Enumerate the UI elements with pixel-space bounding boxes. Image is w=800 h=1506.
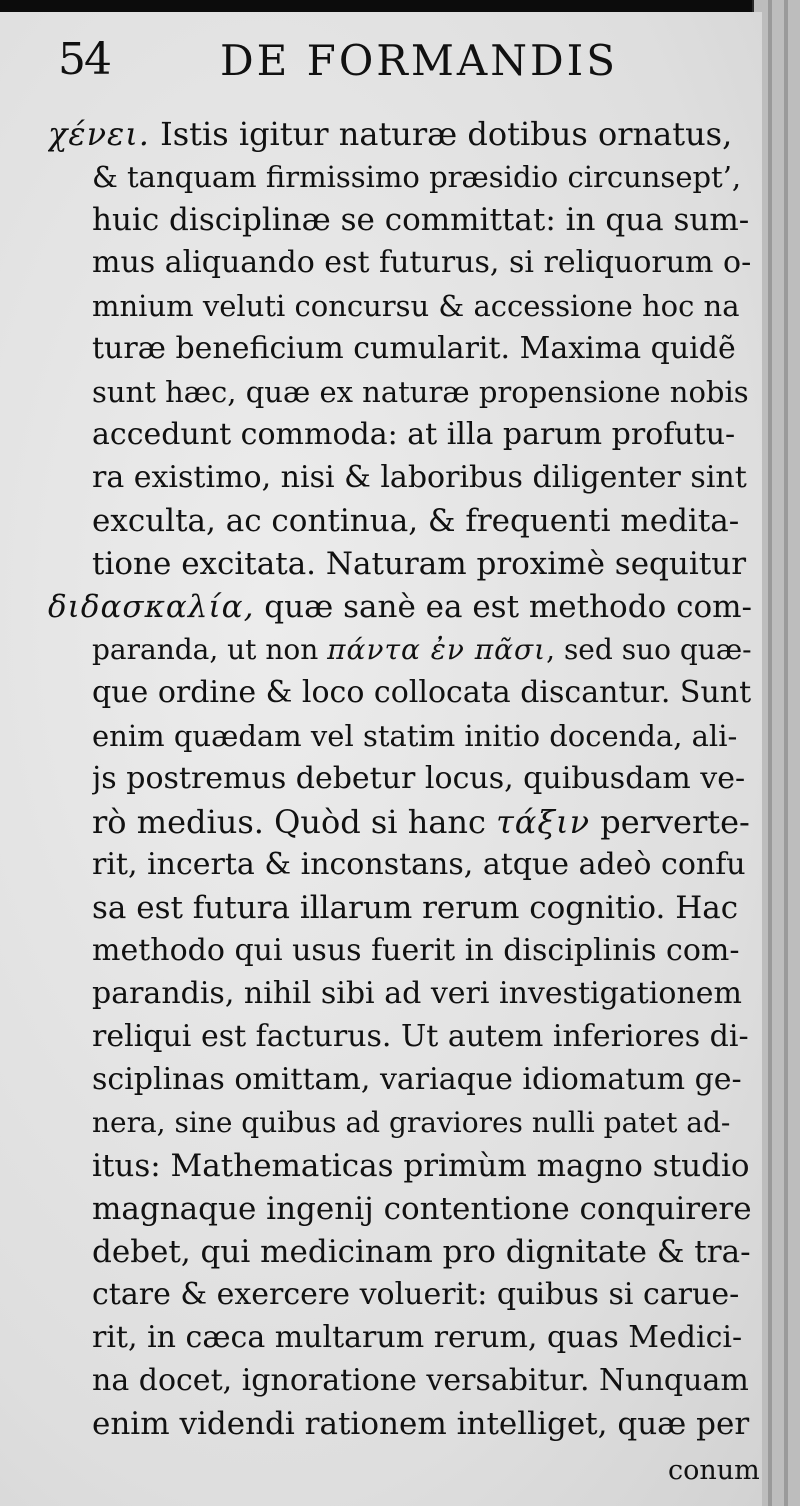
line-text: enim quædam vel statim initio docenda, ali- [92, 719, 738, 753]
text-line [48, 112, 752, 158]
line-text: exculta, ac continua, & frequenti medita- [92, 503, 740, 539]
line-text: itus: Mathematicas primùm magno studio [92, 1148, 750, 1184]
line-text: huic disciplinæ se committat: in qua sum- [92, 202, 750, 238]
line-text: ra existimo, nisi & laboribus diligenter sint [92, 460, 747, 495]
text-line [92, 499, 752, 545]
line-text: js postremus debetur locus, quibusdam ve- [92, 761, 746, 796]
text-line [92, 1273, 752, 1319]
text-line [92, 456, 752, 502]
greek-phrase: πάντα ἐν πᾶσι [327, 633, 547, 666]
line-text: ctare & exercere voluerit: quibus si carue- [92, 1277, 740, 1312]
catchword: conum [668, 1455, 760, 1486]
line-text: mnium veluti concursu & accessione hoc na [92, 289, 740, 323]
text-line [92, 542, 752, 588]
text-line [92, 370, 752, 416]
edge-strip [784, 0, 788, 1506]
text-line [92, 929, 752, 975]
line-text: na docet, ignoratione versabitur. Nunquam [92, 1363, 749, 1398]
text-line [92, 1316, 752, 1362]
line-text: debet, qui medicinam pro dignitate & tra- [92, 1234, 751, 1270]
line-text: enim videndi rationem intelliget, quæ per [92, 1406, 750, 1442]
greek-word: χένει. [48, 115, 150, 153]
line-text: que ordine & loco collocata discantur. Sunt [92, 675, 752, 710]
text-line [92, 800, 752, 846]
text-line [92, 155, 752, 201]
line-text: nera, sine quibus ad graviores nulli patet ad- [92, 1106, 731, 1139]
text-line [92, 1058, 752, 1104]
text-line [92, 413, 752, 459]
text-line [92, 1101, 752, 1147]
line-text: sa est futura illarum rerum cognitio. Hac [92, 890, 739, 926]
line-text: mus aliquando est futurus, si reliquorum o- [92, 245, 752, 280]
text-line [92, 1187, 752, 1233]
line-text: rit, in cæca multarum rerum, quas Medici- [92, 1320, 743, 1355]
text-line [48, 585, 752, 631]
text-line [92, 198, 752, 244]
text-line [92, 628, 752, 674]
text-line [92, 1230, 752, 1276]
text-line [92, 1144, 752, 1190]
line-text: rò medius. Quòd si hanc [92, 803, 497, 841]
running-title: DE FORMANDIS [220, 36, 619, 85]
text-line [92, 284, 752, 330]
page-number: 54 [58, 34, 110, 85]
line-text: paranda, ut non [92, 633, 328, 666]
text-line [92, 886, 752, 932]
line-text: sciplinas omittam, variaque idiomatum ge- [92, 1062, 742, 1097]
line-text: quæ sanè ea est methodo com- [254, 589, 752, 625]
text-line [92, 843, 752, 889]
line-text: magnaque ingenij contentione conquirere [92, 1191, 752, 1227]
text-line [92, 1359, 752, 1405]
line-text: tione excitata. Naturam proximè sequitur [92, 546, 747, 582]
line-text: Istis igitur naturæ dotibus ornatus, [149, 115, 733, 153]
text-line [92, 1402, 752, 1448]
line-text: turæ beneficium cumularit. Maxima quidẽ [92, 331, 736, 366]
text-line [92, 1015, 752, 1061]
greek-word: διδασκαλία, [48, 589, 255, 625]
line-text: parandis, nihil sibi ad veri investigationem [92, 976, 742, 1011]
text-line [92, 757, 752, 803]
line-text: rit, incerta & inconstans, atque adeò confu [92, 847, 746, 882]
text-line [92, 241, 752, 287]
line-text: , sed suo quæ- [546, 633, 752, 666]
line-text: reliqui est facturus. Ut autem inferiores di- [92, 1019, 749, 1054]
book-page [0, 12, 762, 1506]
text-line [92, 327, 752, 373]
line-text: & tanquam firmissimo præsidio circunsept’, [92, 160, 742, 194]
line-text: accedunt commoda: at illa parum profutu- [92, 417, 736, 452]
edge-strip [768, 0, 772, 1506]
text-line [92, 714, 752, 760]
line-text: methodo qui usus fuerit in disciplinis com- [92, 933, 740, 968]
line-text: perverte- [590, 803, 750, 841]
text-line [92, 671, 752, 717]
greek-phrase: τάξιν [496, 803, 591, 841]
text-line [92, 972, 752, 1018]
line-text: sunt hæc, quæ ex naturæ propensione nobis [92, 375, 749, 409]
